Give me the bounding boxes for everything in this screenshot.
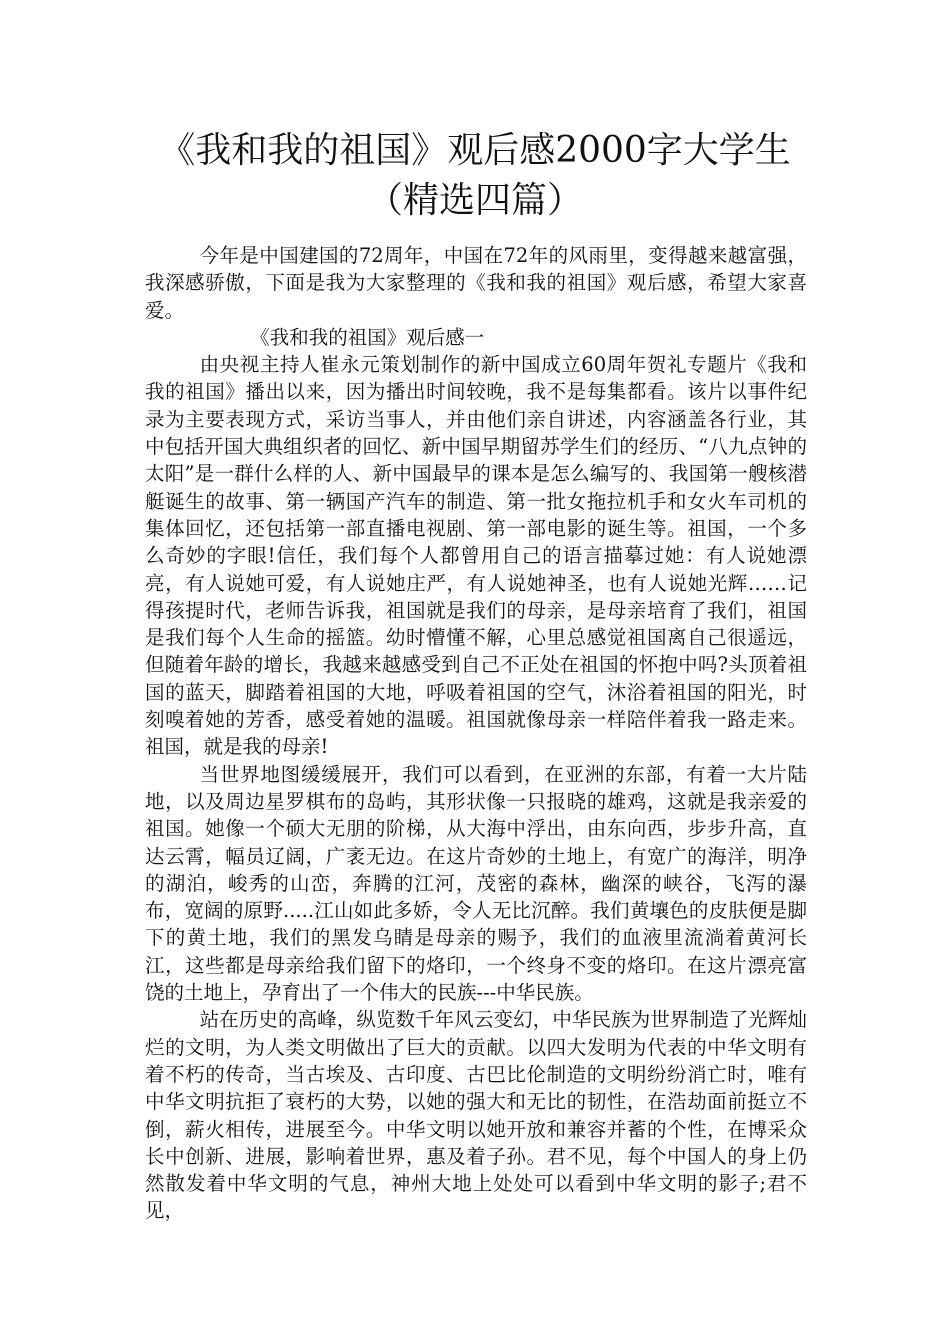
section-heading: 《我和我的祖国》观后感一 — [250, 325, 485, 349]
document-title-line-1: 《我和我的祖国》观后感2000字大学生 — [159, 130, 791, 171]
intro-paragraph: 今年是中国建国的72周年，中国在72年的风雨里，变得越来越富强，我深感骄傲，下面是我为大家整理的《我和我的祖国》观后感，希望大家喜爱。 — [145, 244, 807, 322]
document-title-line-2: （精选四篇） — [366, 180, 583, 221]
body-paragraph: 由央视主持人崔永元策划制作的新中国成立60周年贺礼专题片《我和我的祖国》播出以来，因为播出时间较晚，我不是每集都看。该片以事件纪录为主要表现方式，采访当事人，并由他们亲自讲述，内容涵盖各行业，其中包括开国大典组织者的回忆、新中国早期留苏学生们的经历、“八九点钟的太阳”是一群什么样的人、新中国最早的课本是怎么编写的、我国第一艘核潜艇诞生的故事、第一辆国产汽车的制造、第一批女拖拉机手和女火车司机的集体回忆，还包括第一部直播电视剧、第一部电影的诞生等。祖国，一个多么奇妙的字眼!信任，我们每个人都曾用自己的语言描摹过她：有人说她漂亮，有人说她可爱，有人说她庄严，有人说她神圣，也有人说她光辉……记得孩提时代，老师告诉我，祖国就是我们的母亲，是母亲培育了我们，祖国是我们每个人生命的摇篮。幼时懵懂不解，心里总感觉祖国离自己很遥远，但随着年龄的增长，我越来越感受到自己不正处在祖国的怀抱中吗?头顶着祖国的蓝天，脚踏着祖国的大地，呼吸着祖国的空气，沐浴着祖国的阳光，时刻嗅着她的芳香，感受着她的温暖。祖国就像母亲一样陪伴着我一路走来。祖国，就是我的母亲! — [145, 353, 807, 759]
document-body — [145, 242, 807, 1225]
body-paragraph: 当世界地图缓缓展开，我们可以看到，在亚洲的东部，有着一大片陆地，以及周边星罗棋布的岛屿，其形状像一只报晓的雄鸡，这就是我亲爱的祖国。她像一个硕大无朋的阶梯，从大海中浮出，由东向西，步步升高，直达云霄，幅员辽阔，广袤无边。在这片奇妙的土地上，有宽广的海洋，明净的湖泊，峻秀的山峦，奔腾的江河，茂密的森林，幽深的峡谷，飞泻的瀑布，宽阔的原野.....江山如此多娇，令人无比沉醉。我们黄壤色的皮肤便是脚下的黄土地，我们的黑发乌睛是母亲的赐予，我们的血液里流淌着黄河长江，这些都是母亲给我们留下的烙印，一个终身不变的烙印。在这片漂亮富饶的土地上，孕育出了一个伟大的民族---中华民族。 — [145, 762, 807, 1005]
body-paragraph: 站在历史的高峰，纵览数千年风云变幻，中华民族为世界制造了光辉灿烂的文明，为人类文明做出了巨大的贡献。以四大发明为代表的中华文明有着不朽的传奇，当古埃及、古印度、古巴比伦制造的文明纷纷消亡时，唯有中华文明抗拒了衰朽的大势，以她的强大和无比的韧性，在浩劫面前挺立不倒，薪火相传，进展至今。中华文明以她开放和兼容并蓄的个性，在博采众长中创新、进展，影响着世界，惠及着子孙。君不见，每个中国人的身上仍然散发着中华文明的气息，神州大地上处处可以看到中华文明的影子;君不见， — [145, 1008, 807, 1223]
